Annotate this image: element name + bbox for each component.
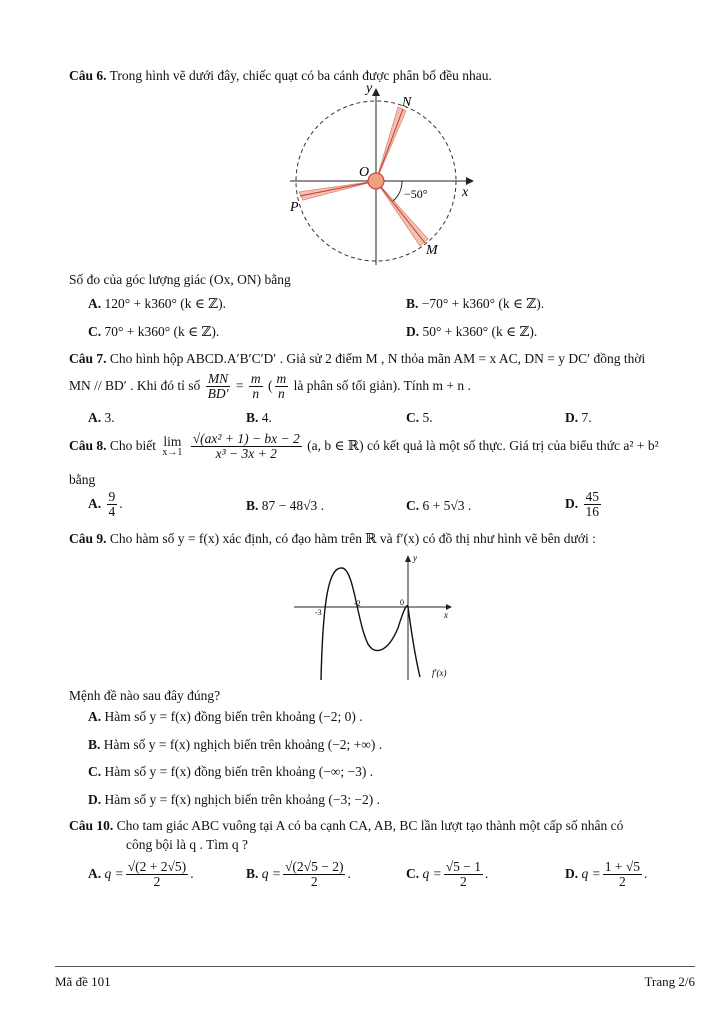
- graph-tick-neg3: -3: [315, 608, 322, 617]
- q7-line2: MN // BD′ . Khi đó tỉ số $\frac{MN}{BD'}$ = $\frac{m}{n}$ ( $\frac{m}{n}$ là phân số tối giản). Tính m + n .: [69, 371, 471, 402]
- q6-option-d[interactable]: D. 50° + k360° (k ∈ ℤ).: [406, 324, 538, 339]
- q10-option-b[interactable]: B. q = $\frac{√(2√5 - 2)}{2}$ .: [246, 859, 351, 890]
- q6-option-b[interactable]: B. −70° + k360° (k ∈ ℤ).: [406, 296, 545, 311]
- q8-option-c[interactable]: C. 6 + 5√3 .: [406, 498, 472, 513]
- q9-option-c[interactable]: C. Hàm số y = f(x) đồng biến trên khoảng (−∞; −3) .: [88, 764, 374, 779]
- graph-curve-label: f′(x): [432, 668, 447, 678]
- q8-option-a[interactable]: A. $\frac{9}{4}$ .: [88, 489, 123, 520]
- q9-option-a[interactable]: A. Hàm số y = f(x) đồng biến trên khoảng (−2; 0) .: [88, 709, 363, 724]
- question-8: Câu 8. Cho biết lim x→1 $\frac{\text{√(ax² + 1) − bx − 2}}{\text{x³ − 3x + 2}}$ (a, b ∈ ℝ) có kết quả là một số thực. Giá trị của biểu thức a² + b²: [69, 431, 659, 462]
- q9-prompt: Mệnh đề nào sau đây đúng?: [69, 688, 221, 703]
- q7-option-a[interactable]: A. 3.: [88, 410, 115, 425]
- q8-option-b[interactable]: B. 87 − 48√3 .: [246, 498, 325, 513]
- q10-line1: Cho tam giác ABC vuông tại A có ba cạnh CA, AB, BC lần lượt tạo thành một cấp số nhân có: [116, 818, 624, 833]
- fig-o-label: O: [359, 165, 370, 180]
- q10-option-c[interactable]: C. q = $\frac{√5 - 1}{2}$ .: [406, 859, 489, 890]
- q8-option-d[interactable]: D. $\frac{45}{16}$: [565, 489, 599, 520]
- derivative-graph: [290, 552, 460, 684]
- q8-label: Câu 8.: [69, 437, 107, 453]
- q10-option-a[interactable]: A. q = $\frac{√(2 + 2√5)}{2}$ .: [88, 859, 194, 890]
- q9-label: Câu 9.: [69, 531, 107, 546]
- graph-tick-0: 0: [400, 598, 404, 607]
- q9-text: Cho hàm số y = f(x) xác định, có đạo hàm trên ℝ và f′(x) có đồ thị như hình vẽ bên dưới :: [109, 531, 596, 546]
- fig-y-label: y: [366, 81, 373, 96]
- fan-figure: [286, 80, 486, 265]
- question-7: [69, 351, 695, 368]
- fig-x-label: x: [462, 185, 469, 200]
- question-10: [69, 818, 695, 835]
- q10-line2: công bội là q . Tìm q ?: [126, 837, 248, 852]
- fig-angle-label: −50°: [404, 187, 428, 201]
- graph-x-label: x: [444, 610, 448, 620]
- q7-line1: Cho hình hộp ABCD.A′B′C′D′ . Giả sử 2 điểm M , N thỏa mãn AM = x AC, DN = y DC′ đồng thời: [109, 351, 646, 366]
- question-9: [69, 531, 695, 548]
- footer-divider: [55, 966, 695, 967]
- q6-option-a[interactable]: A. 120° + k360° (k ∈ ℤ).: [88, 296, 226, 311]
- q8-line2: bằng: [69, 472, 96, 487]
- footer-page-number: Trang 2/6: [644, 974, 695, 989]
- q7-option-b[interactable]: B. 4.: [246, 410, 272, 425]
- q9-option-d[interactable]: D. Hàm số y = f(x) nghịch biến trên khoảng (−3; −2) .: [88, 792, 381, 807]
- fig-n-label: N: [402, 95, 412, 110]
- q10-label: Câu 10.: [69, 818, 114, 833]
- q9-option-b[interactable]: B. Hàm số y = f(x) nghịch biến trên khoảng (−2; +∞) .: [88, 737, 383, 752]
- fig-m-label: M: [426, 243, 438, 258]
- graph-tick-neg2: -2: [354, 599, 361, 608]
- q6-text: Trong hình vẽ dưới đây, chiếc quạt có ba cánh được phân bố đều nhau.: [109, 68, 492, 83]
- fig-p-label: P: [290, 200, 299, 215]
- q10-option-d[interactable]: D. q = $\frac{1 + √5}{2}$ .: [565, 859, 648, 890]
- q7-label: Câu 7.: [69, 351, 107, 366]
- footer-exam-code: Mã đề 101: [55, 974, 111, 989]
- q7-option-d[interactable]: D. 7.: [565, 410, 592, 425]
- q6-option-c[interactable]: C. 70° + k360° (k ∈ ℤ).: [88, 324, 220, 339]
- q7-option-c[interactable]: C. 5.: [406, 410, 433, 425]
- graph-y-label: y: [413, 553, 417, 563]
- q6-label: Câu 6.: [69, 68, 107, 83]
- q6-prompt: Số đo của góc lượng giác (Ox, ON) bằng: [69, 272, 291, 287]
